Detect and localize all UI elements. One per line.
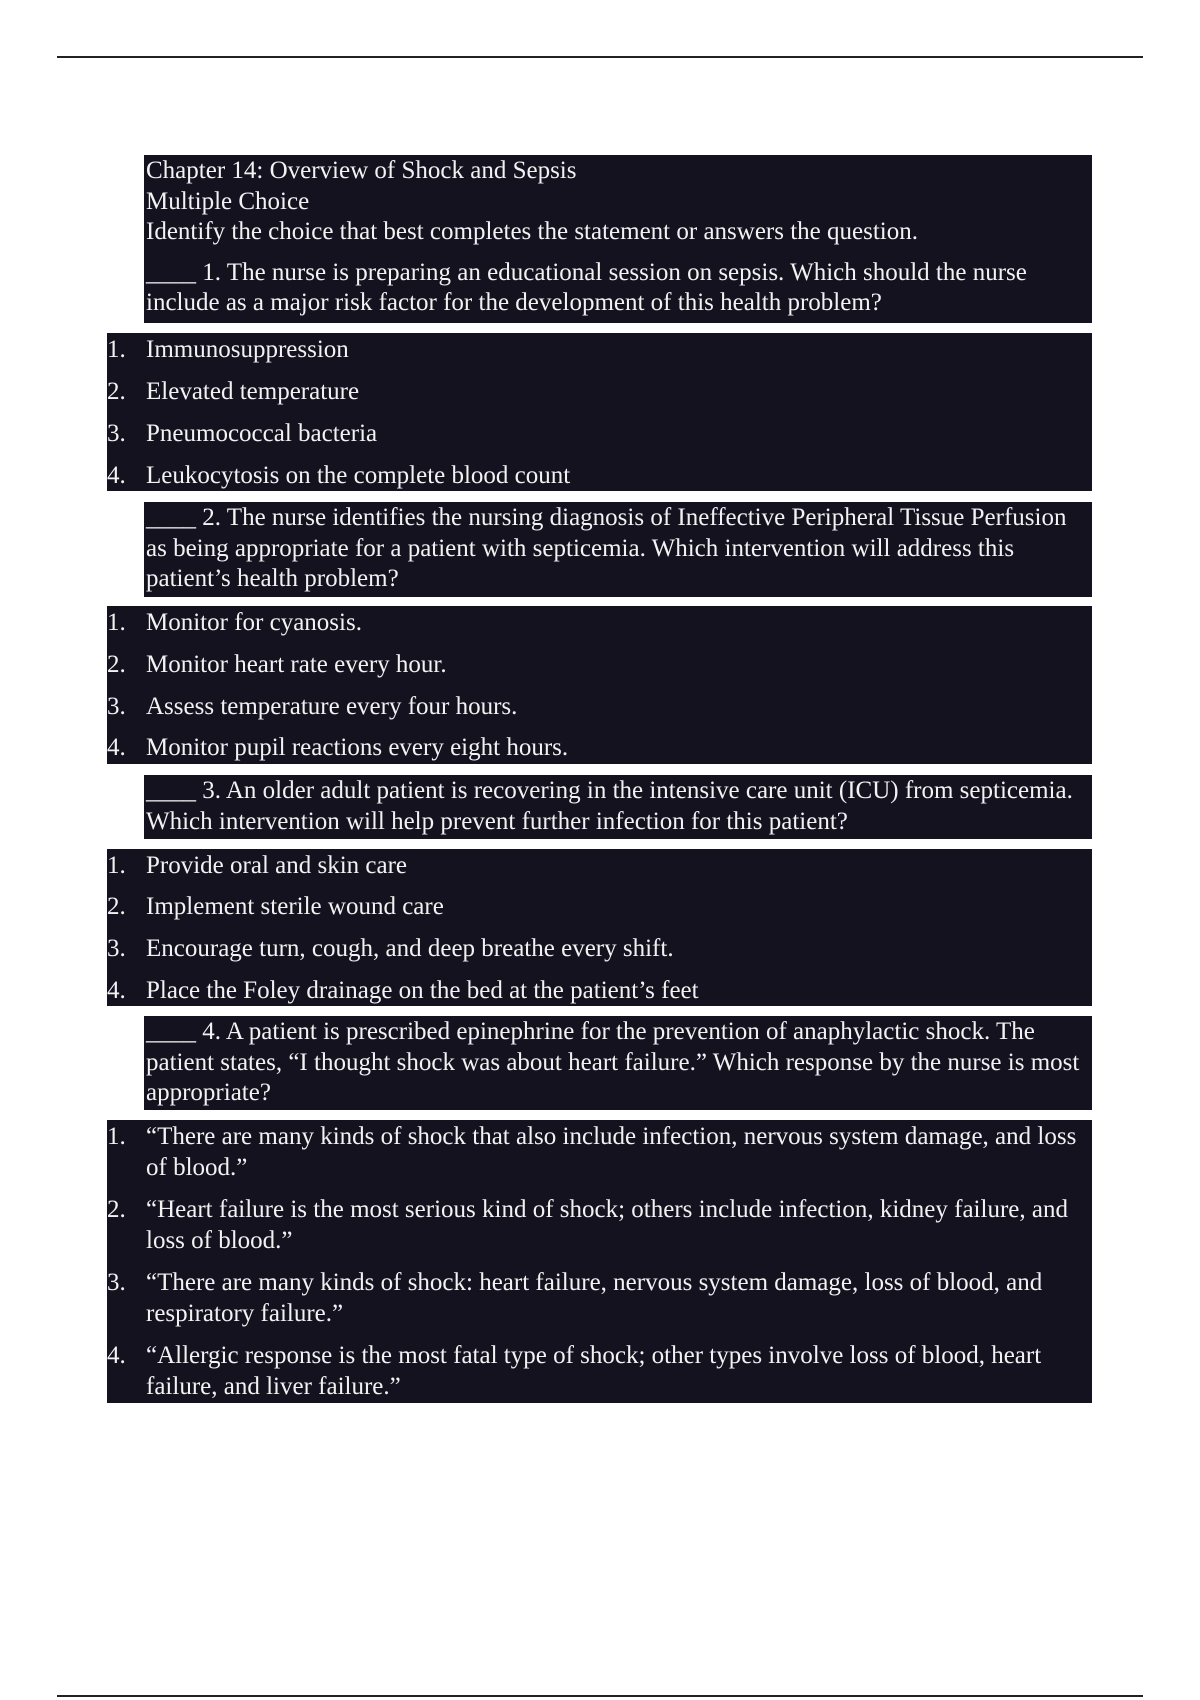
option-3-1[interactable]: 1. Provide oral and skin care xyxy=(107,852,408,879)
option-2-1[interactable]: 1. Monitor for cyanosis. xyxy=(107,609,362,636)
top-rule xyxy=(57,56,1143,58)
option-4-4[interactable]: 4. “Allergic response is the most fatal type of shock; other types involve loss of blood, heart failure, and liver failure.” xyxy=(107,1342,1042,1400)
option-3-4[interactable]: 4. Place the Foley drainage on the bed at the patient’s feet xyxy=(107,977,699,1004)
instructions: Identify the choice that best completes the statement or answers the question. xyxy=(146,218,918,245)
options-list-2 xyxy=(107,606,1092,764)
option-3-2[interactable]: 2. Implement sterile wound care xyxy=(107,893,444,920)
options-list-1 xyxy=(107,333,1092,491)
option-2-4[interactable]: 4. Monitor pupil reactions every eight hours. xyxy=(107,734,569,761)
option-4-2[interactable]: 2. “Heart failure is the most serious kind of shock; others include infection, kidney failure, and loss of blood.” xyxy=(107,1196,1068,1254)
option-1-1[interactable]: 1. Immunosuppression xyxy=(107,336,349,363)
option-1-2[interactable]: 2. Elevated temperature xyxy=(107,378,360,405)
option-2-2[interactable]: 2. Monitor heart rate every hour. xyxy=(107,651,447,678)
chapter-header-block xyxy=(144,155,1092,323)
question-stem-2: ____ 2. The nurse identifies the nursing diagnosis of Ineffective Peripheral Tissue Perfusion as being appropriate for a patient with septicemia. Which intervention will address this patient’s health problem? xyxy=(144,502,1092,597)
section-title: Multiple Choice xyxy=(146,187,310,215)
option-2-3[interactable]: 3. Assess temperature every four hours. xyxy=(107,693,518,720)
bottom-rule xyxy=(57,1695,1143,1697)
option-4-3[interactable]: 3. “There are many kinds of shock: heart failure, nervous system damage, loss of blood, and respiratory failure.” xyxy=(107,1269,1043,1327)
options-list-4 xyxy=(107,1120,1092,1403)
chapter-title: Chapter 14: Overview of Shock and Sepsis xyxy=(146,157,577,184)
option-4-1[interactable]: 1. “There are many kinds of shock that also include infection, nervous system damage, and loss of blood.” xyxy=(107,1123,1077,1181)
option-1-3[interactable]: 3. Pneumococcal bacteria xyxy=(107,420,378,447)
question-stem-4: ____ 4. A patient is prescribed epinephrine for the prevention of anaphylactic shock. The patient states, “I thought shock was about heart failure.” Which response by the nurse is most appropriate? xyxy=(144,1016,1092,1110)
question-stem-3: ____ 3. An older adult patient is recovering in the intensive care unit (ICU) from septicemia. Which intervention will help prevent further infection for this patient? xyxy=(144,775,1092,839)
option-1-4[interactable]: 4. Leukocytosis on the complete blood count xyxy=(107,462,571,489)
question-stem-1: ____ 1. The nurse is preparing an educational session on sepsis. Which should the nurse include as a major risk factor for the development of this health problem? xyxy=(146,258,1027,316)
options-list-3 xyxy=(107,849,1092,1006)
option-3-3[interactable]: 3. Encourage turn, cough, and deep breathe every shift. xyxy=(107,935,674,962)
